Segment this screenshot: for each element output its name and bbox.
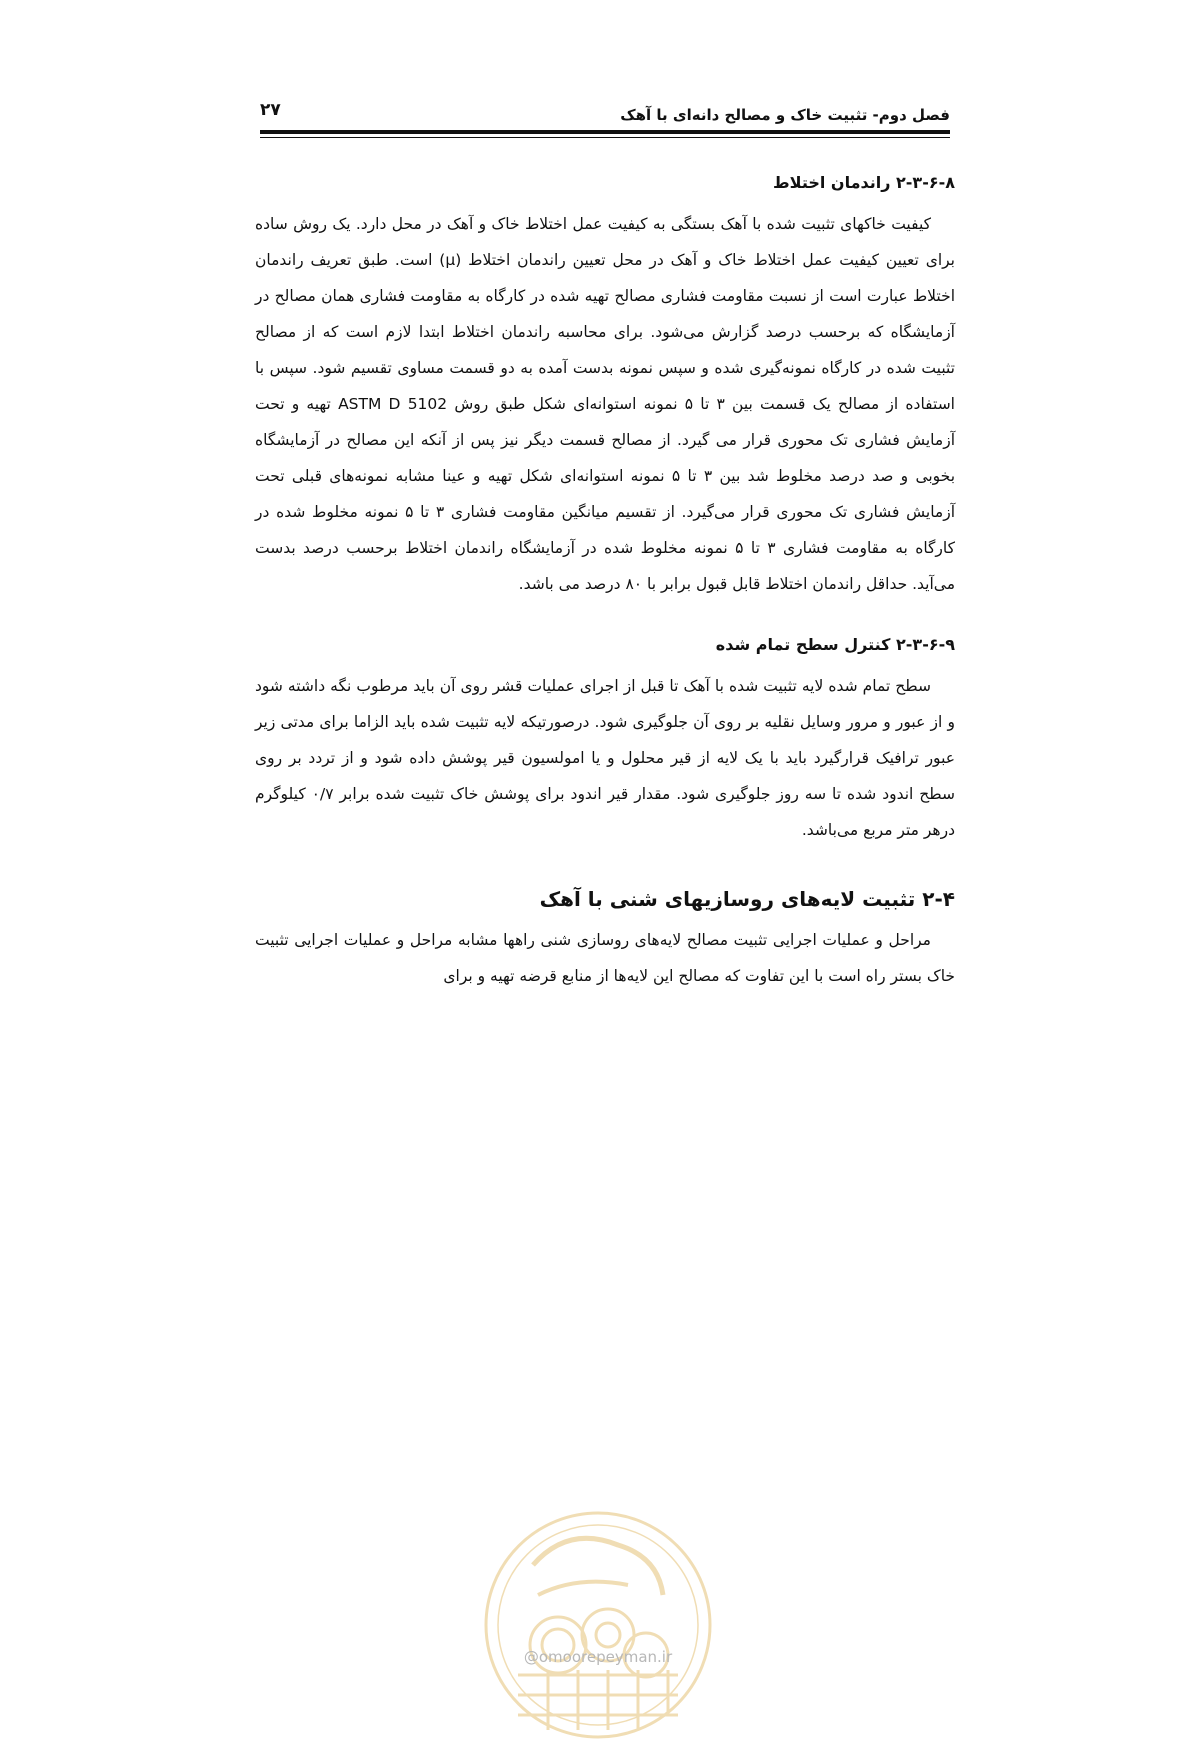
subsection-heading-surface-control: ۲-۳-۶-۹ کنترل سطح تمام شده — [715, 635, 955, 654]
running-title: فصل دوم- تثبیت خاک و مصالح دانه‌ای با آهک — [620, 106, 950, 124]
section-heading-gravel-layers: ۲-۴ تثبیت لایه‌های روسازیهای شنی با آهک — [539, 887, 955, 911]
header-rule-thin — [260, 137, 950, 138]
paragraph-surface-control: سطح تمام شده لایه تثبیت شده با آهک تا قبل از اجرای عملیات قشر روی آن باید مرطوب نگه داشته شود و از عبور و مرور وسایل نقلیه بر روی آن جلوگیری شود. درصورتیکه لایه تثبیت شده باید الزاما برای مدتی زیر عبور ترافیک قرارگیرد باید با یک لایه از قیر محلول و یا امولسیون قیر پوشش داده شود و از تردد بر روی سطح اندود شده تا سه روز جلوگیری شود. مقدار قیر اندود برای پوشش خاک تثبیت شده برابر ۰/۷ کیلوگرم درهر متر مربع می‌باشد. — [255, 677, 955, 839]
paragraph-gravel-layers: مراحل و عملیات اجرایی تثبیت مصالح لایه‌های روسازی شنی راهها مشابه مراحل و عملیات اجرایی تثبیت خاک بستر راه است با این تفاوت که مصالح این لایه‌ها از منابع قرضه تهیه و برای — [255, 931, 955, 985]
page-number: ۲۷ — [260, 100, 281, 120]
subsection-heading-mixing-efficiency: ۲-۳-۶-۸ راندمان اختلاط — [773, 173, 955, 192]
body-content — [255, 168, 955, 994]
header-rule-thick — [260, 130, 950, 134]
watermark-logo-icon — [478, 1505, 718, 1745]
paragraph-mixing-efficiency: کیفیت خاکهای تثبیت شده با آهک بستگی به کیفیت عمل اختلاط خاک و آهک در محل دارد. یک روش ساده برای تعیین کیفیت عمل اختلاط خاک و آهک در محل تعیین راندمان اختلاط (μ) است. طبق تعریف راندمان اختلاط عبارت است از نسبت مقاومت فشاری مصالح تهیه شده در کارگاه به مقاومت فشاری همان مصالح در آزمایشگاه که برحسب درصد گزارش می‌شود. برای محاسبه راندمان اختلاط ابتدا لازم است که از مصالح تثبیت شده در کارگاه نمونه‌گیری شده و سپس نمونه بدست آمده به دو قسمت مساوی تقسیم شود. سپس با استفاده از مصالح یک قسمت بین ۳ تا ۵ نمونه استوانه‌ای شکل طبق روش ASTM D 5102 تهیه و تحت آزمایش فشاری تک محوری قرار می گیرد. از مصالح قسمت دیگر نیز پس از آنکه این مصالح در آزمایشگاه بخوبی و صد درصد مخلوط شد بین ۳ تا ۵ نمونه استوانه‌ای شکل تهیه و عینا مشابه نمونه‌های قبلی تحت آزمایش فشاری تک محوری قرار می‌گیرد. از تقسیم میانگین مقاومت فشاری ۳ تا ۵ نمونه مخلوط شده در کارگاه به مقاومت فشاری ۳ تا ۵ نمونه مخلوط شده در آزمایشگاه راندمان اختلاط برحسب درصد بدست می‌آید. حداقل راندمان اختلاط قابل قبول برابر با ۸۰ درصد می باشد. — [255, 215, 956, 593]
watermark-url: @omoorepeyman.ir — [523, 1648, 673, 1666]
